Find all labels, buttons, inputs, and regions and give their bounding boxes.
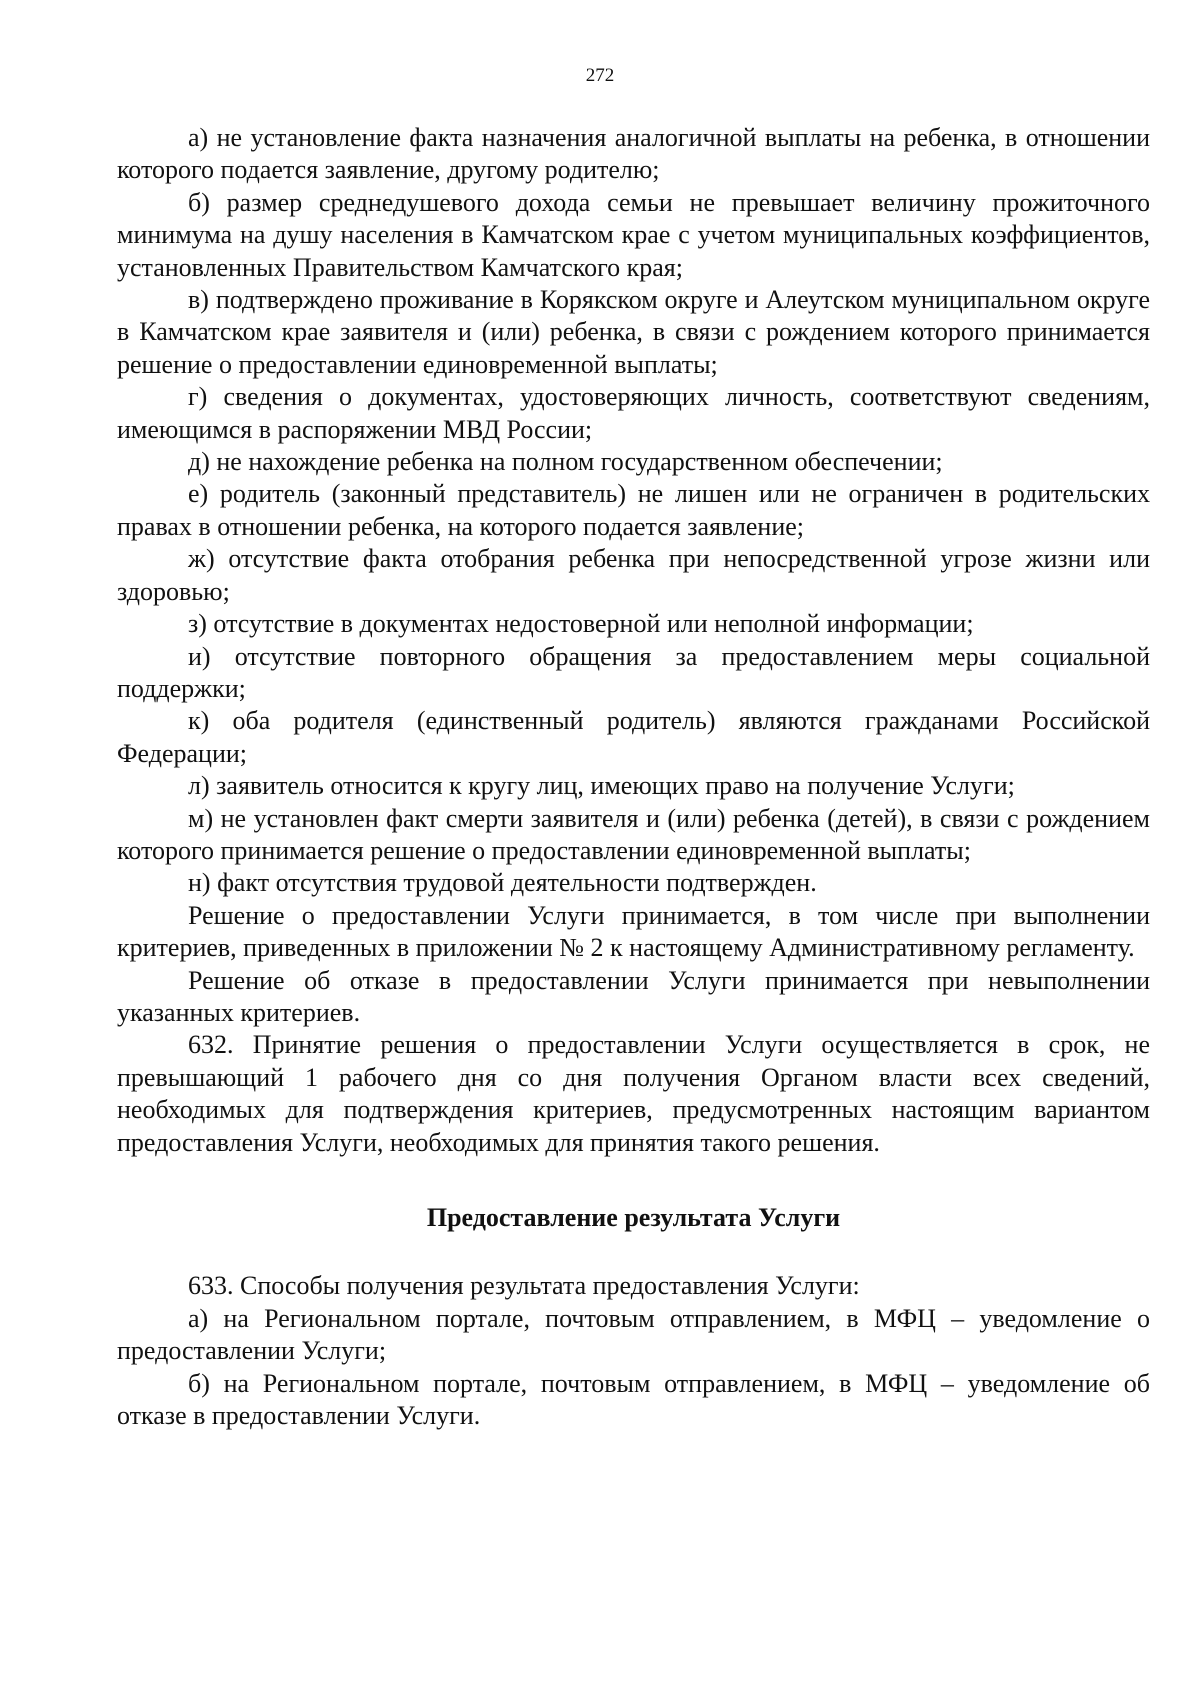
- criterion-n: н) факт отсутствия трудовой деятельности подтвержден.: [188, 868, 817, 898]
- page-number: 272: [585, 65, 615, 86]
- criterion-d: д) не нахождение ребенка на полном государственном обеспечении;: [188, 447, 943, 477]
- criterion-l: л) заявитель относится к кругу лиц, имеющих право на получение Услуги;: [188, 771, 1015, 801]
- criterion-m: м) не установлен факт смерти заявителя и (или) ребенка (детей), в связи с рождением которого принимается решение о предоставлении единовременной выплаты;: [117, 803, 1150, 865]
- decision-granted-paragraph: Решение о предоставлении Услуги принимается, в том числе при выполнении критериев, приведенных в приложении № 2 к настоящему Административному регламенту.: [117, 900, 1150, 963]
- paragraph-633: 633. Способы получения результата предоставления Услуги:: [188, 1271, 860, 1301]
- criterion-v: в) подтверждено проживание в Корякском округе и Алеутском муниципальном округе в Камчатском крае заявителя и (или) ребенка, в связи с рождением которого принимается решение о предоставлении единовременной выплаты;: [117, 285, 1150, 379]
- paragraph-632: 632. Принятие решения о предоставлении Услуги осуществляется в срок, не превышающий 1 рабочего дня со дня получения Органом власти всех сведений, необходимых для подтверждения критериев, предусмотренных настоящим вариантом предоставления Услуги, необходимых для принятия такого решения.: [117, 1030, 1150, 1157]
- criterion-a: а) не установление факта назначения аналогичной выплаты на ребенка, в отношении которого подается заявление, другому родителю;: [117, 123, 1150, 185]
- decision-refused-paragraph: Решение об отказе в предоставлении Услуги принимается при невыполнении указанных критериев.: [117, 965, 1150, 1027]
- document-body: [117, 122, 1150, 1432]
- criterion-e: е) родитель (законный представитель) не лишен или не ограничен в родительских правах в отношении ребенка, на которого подается заявление;: [117, 479, 1150, 541]
- criterion-zh: ж) отсутствие факта отобрания ребенка при непосредственной угрозе жизни или здоровью;: [117, 544, 1150, 606]
- result-method-b: б) на Региональном портале, почтовым отправлением, в МФЦ – уведомление об отказе в предоставлении Услуги.: [117, 1368, 1150, 1431]
- result-method-a: а) на Региональном портале, почтовым отправлением, в МФЦ – уведомление о предоставлении Услуги;: [117, 1303, 1150, 1366]
- criterion-k: к) оба родителя (единственный родитель) являются гражданами Российской Федерации;: [117, 706, 1150, 768]
- criterion-b: б) размер среднедушевого дохода семьи не превышает величину прожиточного минимума на душу населения в Камчатском крае с учетом муниципальных коэффициентов, установленных Правительством Камчатского края;: [117, 187, 1150, 282]
- criterion-z: з) отсутствие в документах недостоверной или неполной информации;: [188, 609, 974, 639]
- section-heading: Предоставление результата Услуги: [426, 1203, 841, 1232]
- criterion-i: и) отсутствие повторного обращения за предоставлением меры социальной поддержки;: [117, 641, 1150, 703]
- criterion-g: г) сведения о документах, удостоверяющих личность, соответствуют сведениям, имеющимся в распоряжении МВД России;: [117, 382, 1150, 444]
